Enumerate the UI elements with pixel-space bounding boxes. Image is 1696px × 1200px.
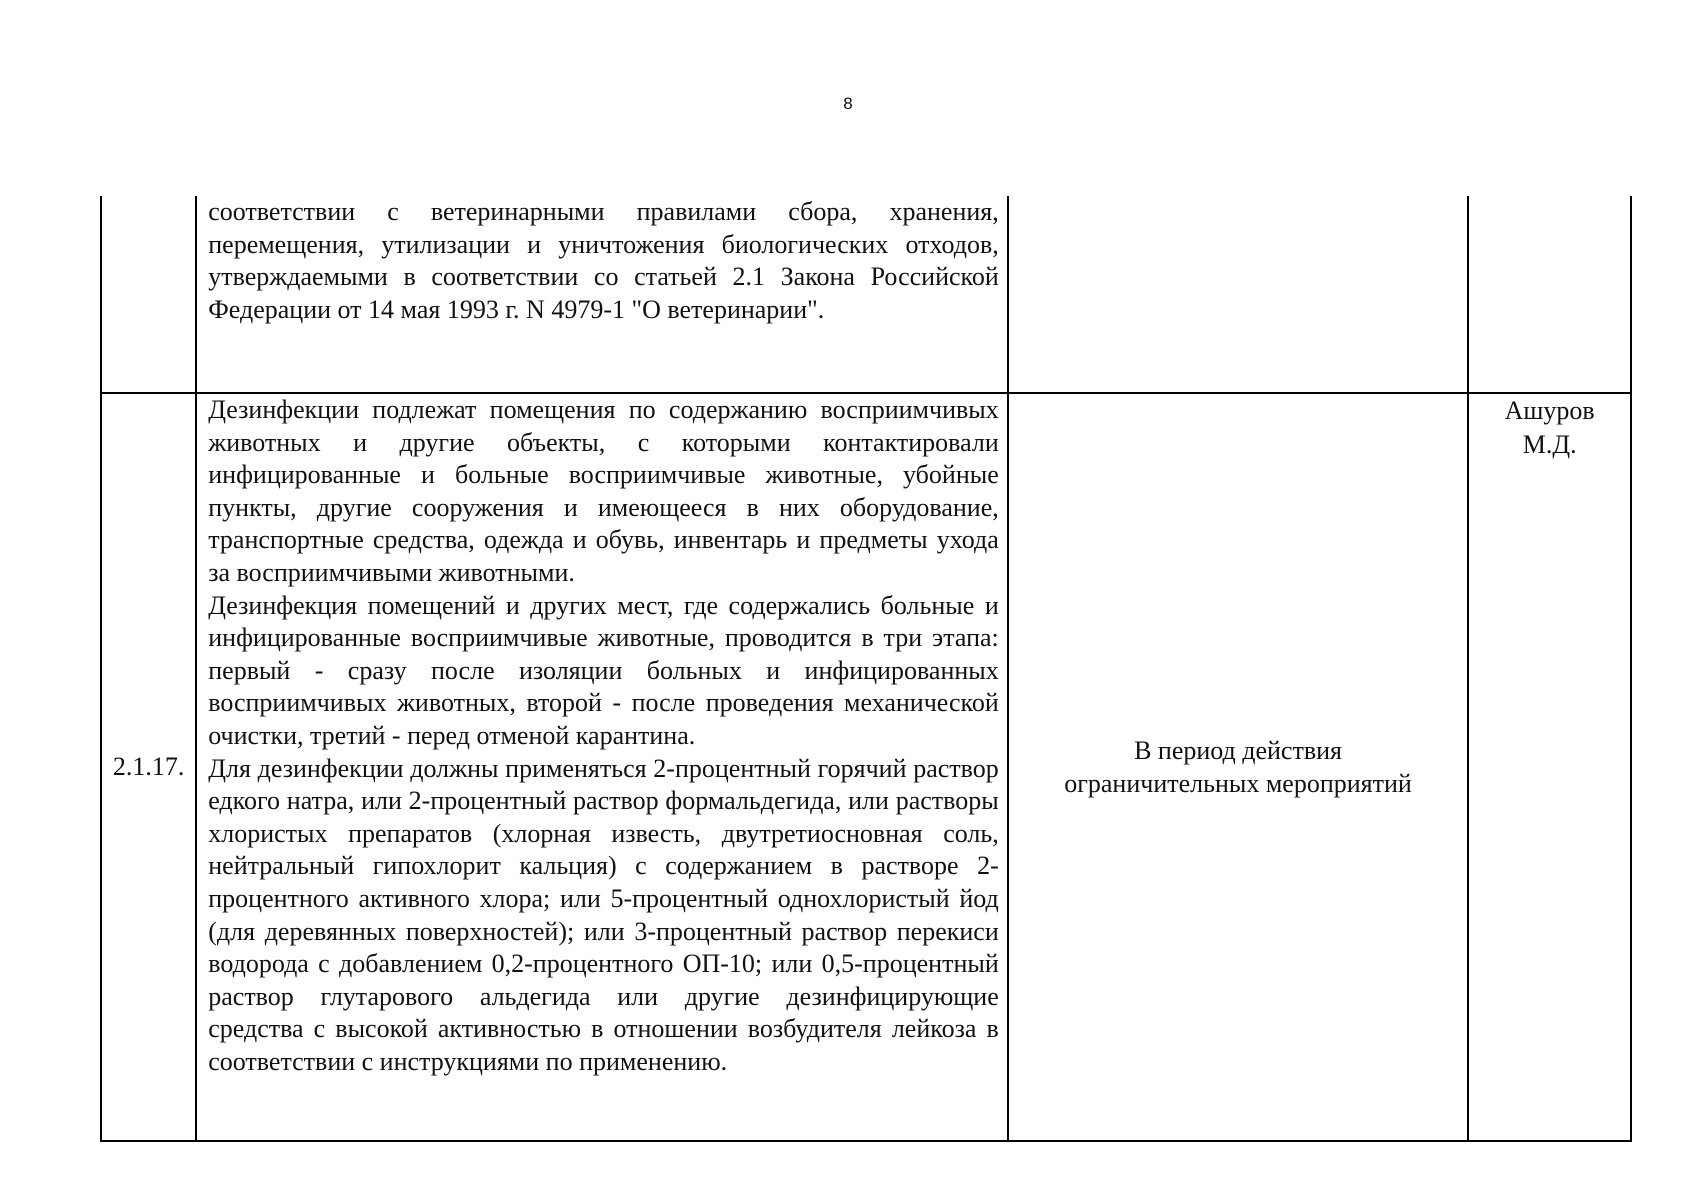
responsible-initials: М.Д. (1522, 430, 1577, 459)
measure-description-cell (197, 196, 1009, 392)
responsible-cell (1469, 196, 1632, 392)
term-line: ограничительных мероприятий (1064, 769, 1412, 798)
responsible-cell (1469, 394, 1632, 1140)
measures-table (100, 196, 1632, 1142)
measure-paragraph: Дезинфекции подлежат помещения по содержанию восприимчивых животных и другие объекты, с которыми контактировали инфицированные и больные восприимчивые животные, убойные пункты, другие сооружения и имеющееся в них оборудование, транспортные средства, одежда и обувь, инвентарь и предметы ухода за восприимчивыми животными. (208, 395, 999, 587)
measure-paragraph: соответствии с ветеринарными правилами сбора, хранения, перемещения, утилизации и уничтожения биологических отходов, утверждаемыми в соответствии со статьей 2.1 Закона Российской Федерации от 14 мая 1993 г. N 4979-1 "О ветеринарии". (208, 197, 999, 324)
table-row (100, 196, 1632, 394)
table-row (100, 394, 1632, 1142)
responsible-surname: Ашуров (1504, 396, 1595, 425)
item-number-cell (100, 196, 197, 392)
term-cell (1009, 196, 1470, 392)
measure-paragraph: Дезинфекция помещений и других мест, где содержались больные и инфицированные восприимчивые животные, проводится в три этапа: первый - сразу после изоляции больных и инфицированных восприимчивых животных, второй - после проведения механической очистки, третий - перед отменой карантина. (208, 590, 999, 750)
term-cell (1009, 394, 1470, 1140)
measure-description-cell (197, 394, 1009, 1140)
term-line: В период действия (1134, 736, 1342, 765)
item-number-cell: 2.1.17. (100, 394, 197, 1140)
page-number: 8 (843, 94, 853, 113)
measure-paragraph: Для дезинфекции должны применяться 2-процентный горячий раствор едкого натра, или 2-процентный раствор формальдегида, или растворы хлористых препаратов (хлорная известь, двутретиосновная соль, нейтральный гипохлорит кальция) с содержанием в растворе 2-процентного активного хлора; или 5-процентный однохлористый йод (для деревянных поверхностей); или 3-процентный раствор перекиси водорода с добавлением 0,2-процентного ОП-10; или 0,5-процентный раствор глутарового альдегида или другие дезинфицирующие средства с высокой активностью в отношении возбудителя лейкоза в соответствии с инструкциями по применению. (208, 753, 999, 1076)
